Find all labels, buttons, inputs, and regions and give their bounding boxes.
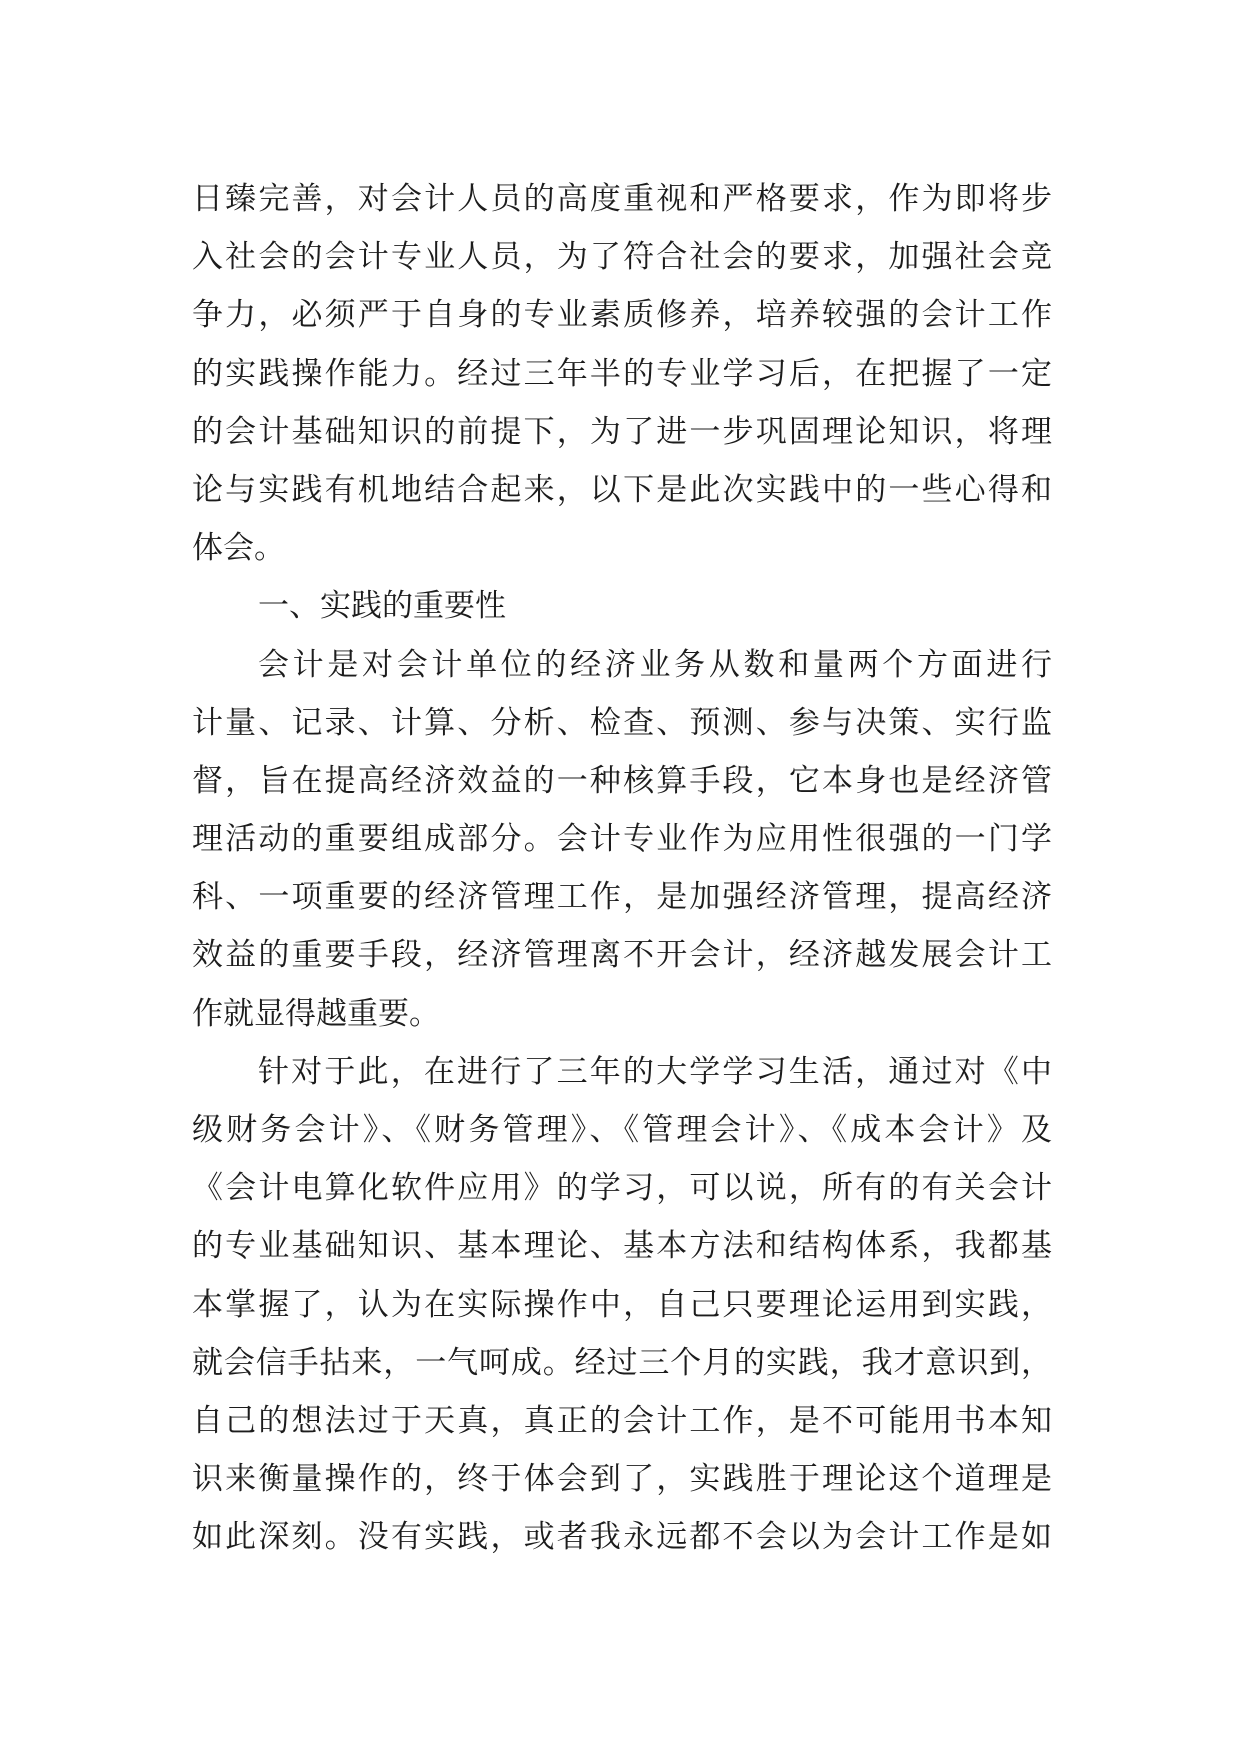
text-line: 级财务会计》、《财务管理》、《管理会计》、《成本会计》及 xyxy=(192,1112,1052,1148)
text-line: 的实践操作能力。经过三年半的专业学习后，在把握了一定 xyxy=(192,355,1052,392)
text-line: 督，旨在提高经济效益的一种核算手段，它本身也是经济管 xyxy=(192,762,1052,799)
text-line: 论与实践有机地结合起来，以下是此次实践中的一些心得和 xyxy=(192,471,1052,508)
text-line: 如此深刻。没有实践，或者我永远都不会以为会计工作是如 xyxy=(192,1519,1052,1556)
section-heading: 一、实践的重要性 xyxy=(258,588,506,625)
text-line: 的专业基础知识、基本理论、基本方法和结构体系，我都基 xyxy=(192,1228,1052,1265)
text-line: 就会信手拈来，一气呵成。经过三个月的实践，我才意识到， xyxy=(192,1344,1052,1381)
text-line: 效益的重要手段，经济管理离不开会计，经济越发展会计工 xyxy=(192,937,1052,974)
text-line: 会计是对会计单位的经济业务从数和量两个方面进行 xyxy=(258,646,1052,683)
text-line: 本掌握了，认为在实际操作中，自己只要理论运用到实践， xyxy=(192,1286,1052,1323)
text-line: 日臻完善，对会计人员的高度重视和严格要求，作为即将步 xyxy=(192,181,1052,217)
text-line: 理活动的重要组成部分。会计专业作为应用性很强的一门学 xyxy=(192,821,1052,858)
text-line: 体会。 xyxy=(192,530,285,567)
text-line: 计量、记录、计算、分析、检查、预测、参与决策、实行监 xyxy=(192,704,1052,741)
text-line: 作就显得越重要。 xyxy=(192,995,440,1032)
body-text xyxy=(192,170,1052,1567)
text-line: 针对于此，在进行了三年的大学学习生活，通过对《中 xyxy=(258,1053,1052,1090)
text-line: 入社会的会计专业人员，为了符合社会的要求，加强社会竞 xyxy=(192,239,1052,276)
text-line: 自己的想法过于天真，真正的会计工作，是不可能用书本知 xyxy=(192,1402,1052,1439)
text-line: 的会计基础知识的前提下，为了进一步巩固理论知识，将理 xyxy=(192,413,1052,450)
text-line: 《会计电算化软件应用》的学习，可以说，所有的有关会计 xyxy=(192,1170,1052,1207)
text-line: 识来衡量操作的，终于体会到了，实践胜于理论这个道理是 xyxy=(192,1461,1052,1498)
text-line: 争力，必须严于自身的专业素质修养，培养较强的会计工作 xyxy=(192,297,1052,334)
text-line: 科、一项重要的经济管理工作，是加强经济管理，提高经济 xyxy=(192,879,1052,916)
